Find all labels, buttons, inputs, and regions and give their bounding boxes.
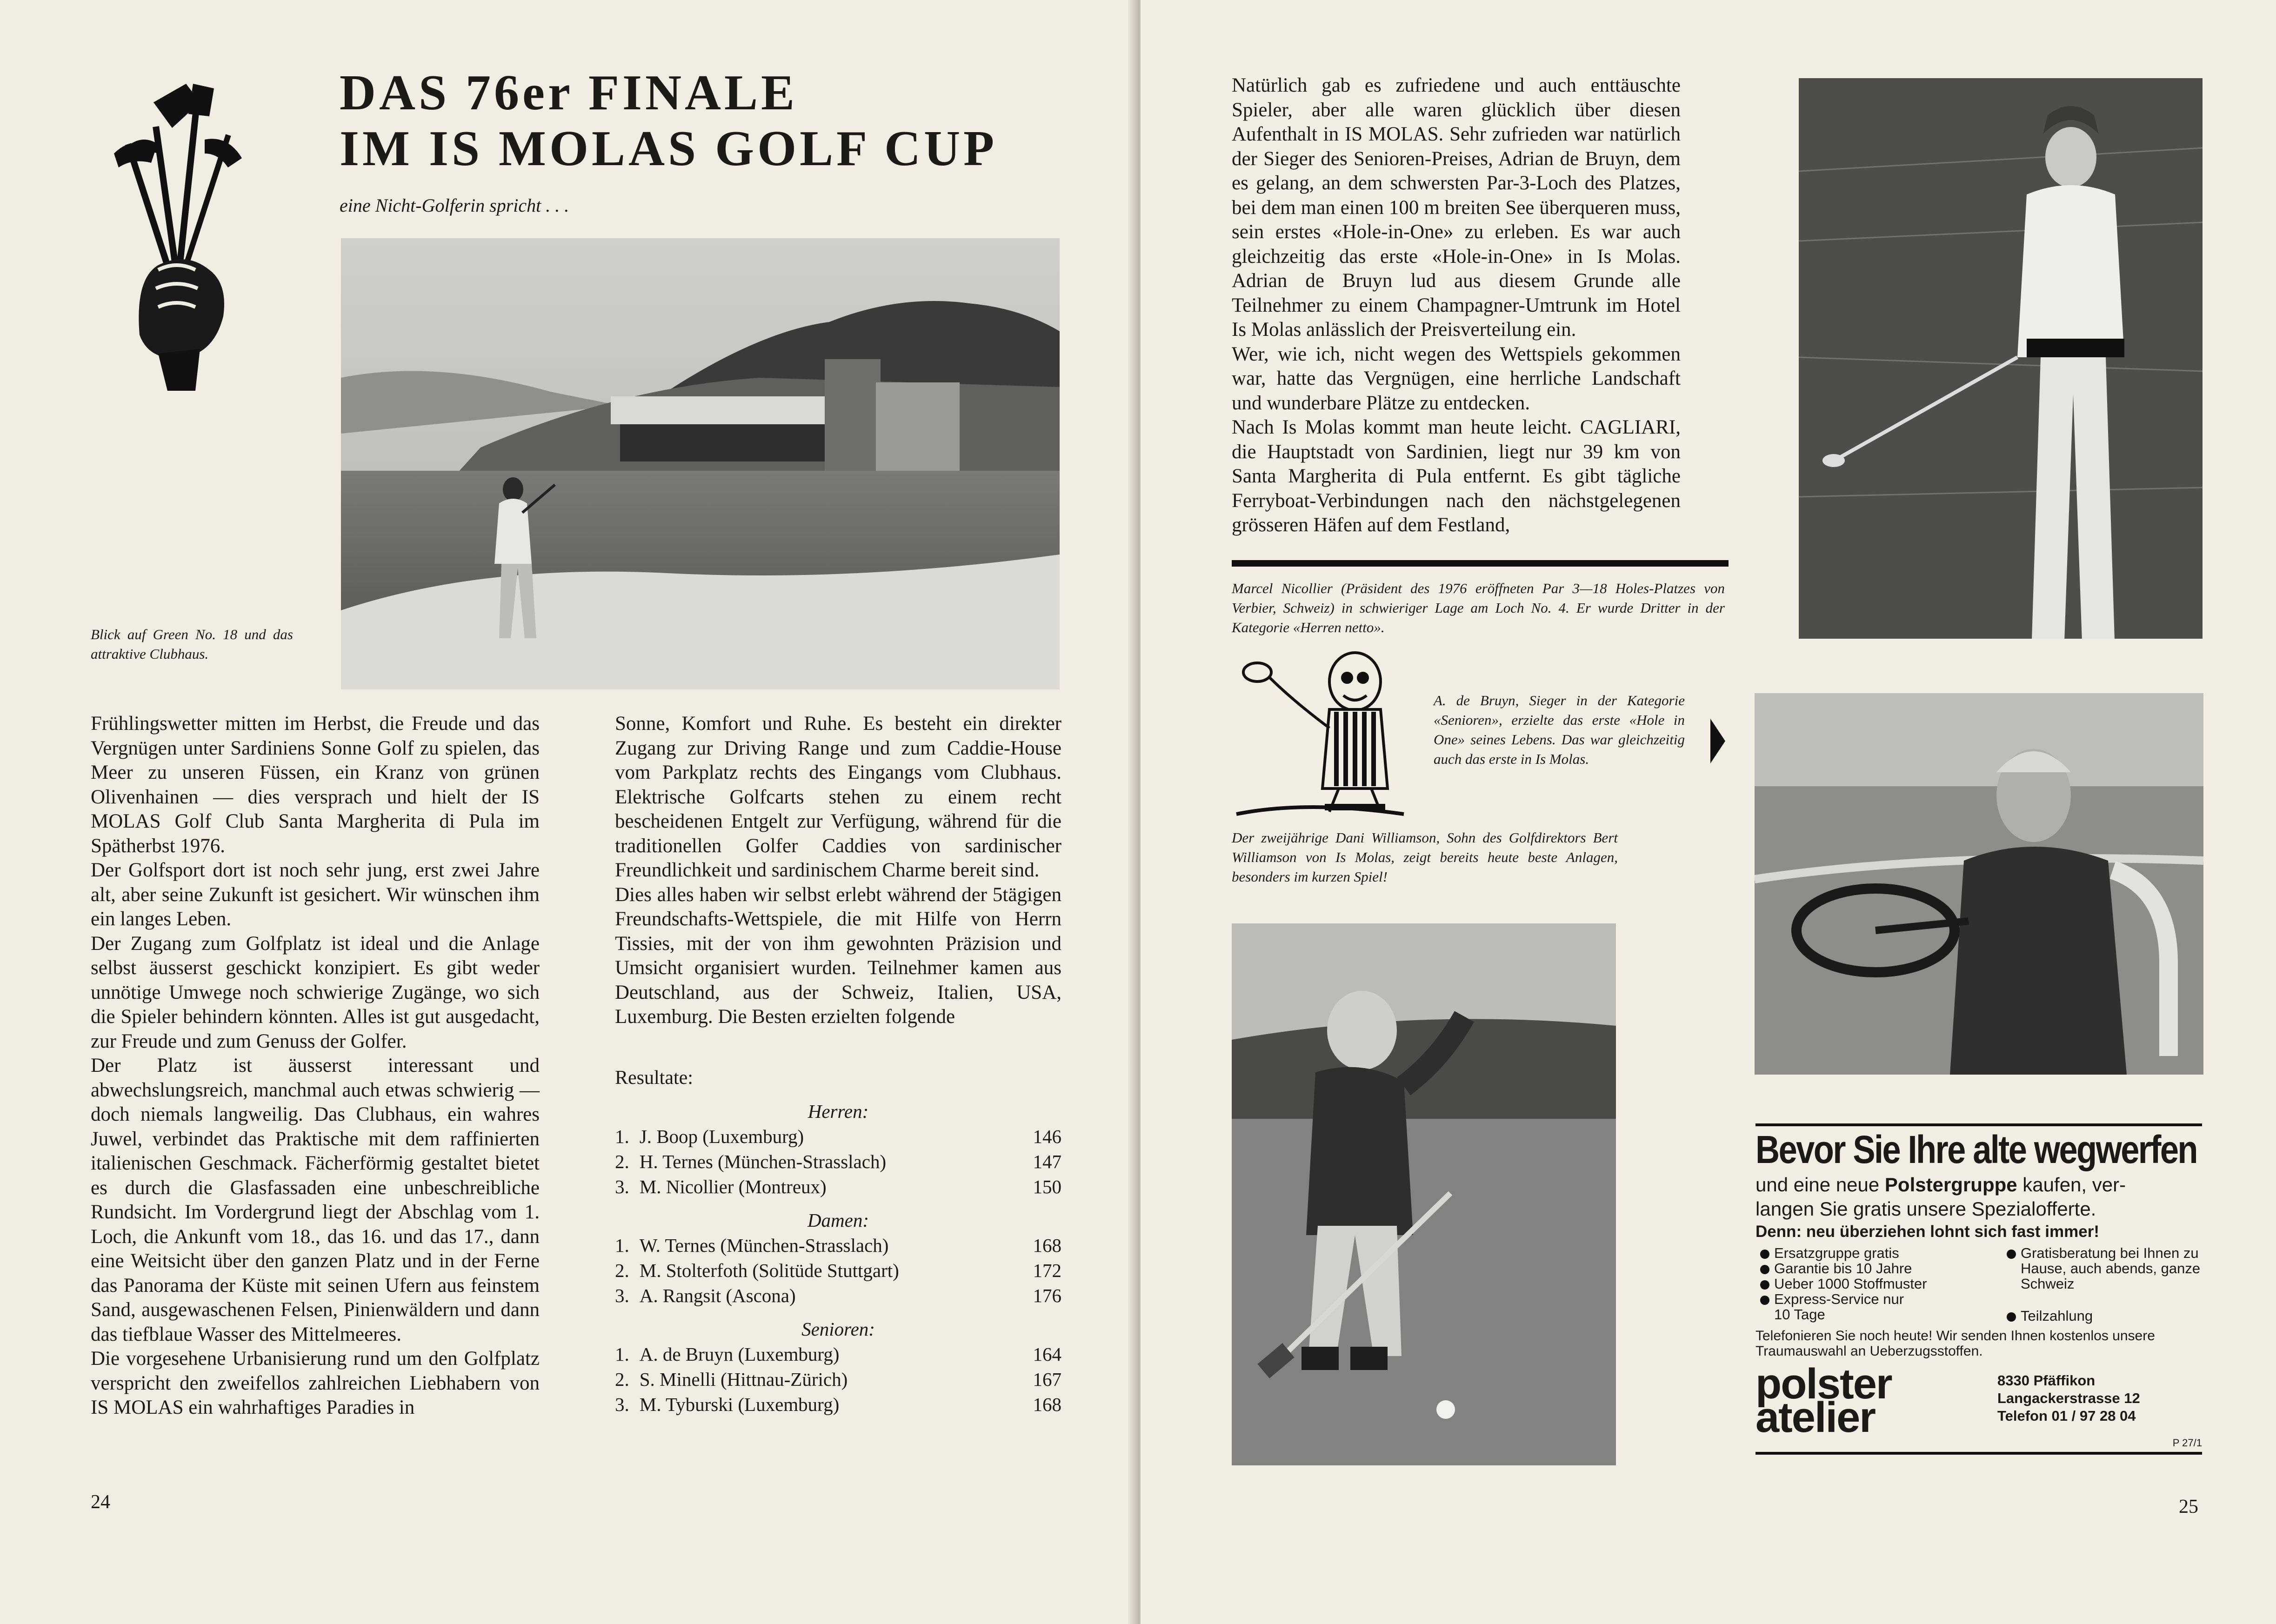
ad-bullets-right [2007,1245,2202,1323]
ad-phone-note: Telefonieren Sie noch heute! Wir senden Ihnen kostenlos unsere Traumauswahl an Ueberzugsstoffen. [1755,1328,2155,1359]
ad-code: P 27/1 [1755,1437,2202,1455]
article-subtitle: eine Nicht-Golferin spricht . . . [340,195,569,216]
address-line: 8330 Pfäffikon [1997,1372,2096,1389]
result-score: 168 [1033,1235,1061,1256]
ad-bullet [2007,1308,2202,1323]
article-column-3 [1232,74,1681,538]
ad-bullet [1760,1291,1993,1322]
ad-bullet-text: Ueber 1000 Stoffmuster [1774,1276,1927,1292]
result-score: 147 [1033,1151,1061,1172]
result-name: W. Ternes (München-Strasslach) [639,1235,889,1256]
bullet-icon [2007,1312,2016,1322]
bullet-icon [2007,1250,2016,1259]
result-name: J. Boop (Luxemburg) [639,1126,804,1147]
result-score: 164 [1033,1343,1061,1365]
ad-bullet-text: Gratisberatung bei Ihnen zu Hause, auch abends, ganze Schweiz [2021,1245,2201,1292]
results-category: Herren: [808,1101,869,1122]
ad-bullet [1760,1245,1993,1261]
results-herren [615,1099,1061,1199]
results-label: Resultate: [615,1067,693,1089]
bullet-icon [1760,1280,1769,1290]
result-rank: 1. [615,1126,629,1147]
paragraph: Sonne, Komfort und Ruhe. Es besteht ein direkter Zugang zur Driving Range und zum Caddie-House vom Parkplatz rechts des Eingangs vom Clubhaus. Elektrische Golfcarts stehen zu einem recht bescheidenen Entgelt zur Verfügung, während für die traditionellen Golfer Caddies von sardinischer Freundlichkeit und sardinischem Charme bereit sind. [615,713,1061,881]
paragraph: Frühlingswetter mitten im Herbst, die Freude und das Vergnügen unter Sardiniens Sonne Golf zu spielen, das Meer zu unseren Füssen, ein Kranz von grünen Olivenhainen — dies versprach und hielt der IS MOLAS Golf Club Santa Margherita di Pula im Spätherbst 1976. [91,713,540,857]
result-rank: 3. [615,1394,629,1415]
result-name: S. Minelli (Hittnau-Zürich) [639,1369,848,1390]
paragraph: Nach Is Molas kommt man heute leicht. CAGLIARI, die Hauptstadt von Sardinien, liegt nur 39 km von Santa Margherita di Pula entfernt. Es gibt tägliche Ferryboat-Verbindungen nach den nächstgelegenen grösseren Häfen auf dem Festland, [1232,416,1681,536]
title-line-1: DAS 76er FINALE [340,65,798,120]
ad-address [1997,1372,2140,1425]
child-golfer-photo [1232,923,1616,1465]
result-rank: 2. [615,1151,629,1172]
results-senioren [615,1317,1061,1417]
result-row [615,1233,1061,1258]
page-number-left: 24 [91,1491,110,1513]
golf-clubs-hand-icon [88,74,256,391]
results-category: Senioren: [801,1318,875,1340]
result-row [615,1392,1061,1417]
result-name: A. Rangsit (Ascona) [639,1285,796,1306]
result-row [615,1149,1061,1174]
ad-bullet [1760,1261,1993,1276]
result-score: 146 [1033,1126,1061,1147]
left-page [0,0,1135,1624]
polster-ad [1755,1123,2202,1455]
result-rank: 2. [615,1260,629,1281]
article-column-2 [615,712,1061,1029]
ad-text-bold: Polstergruppe [1884,1174,2017,1196]
paragraph: Der Zugang zum Golfplatz ist ideal und die Anlage selbst äusserst geschickt konzipiert. Es gibt weder unnötige Umwege noch schwierige Zugänge, wo sich die Spieler behindern könnten. Alles ist gut ausgedacht, zur Freude und zum Genuss der Golfer. [91,932,540,1052]
results-damen [615,1208,1061,1308]
result-name: M. Nicollier (Montreux) [639,1176,827,1197]
ad-text: kaufen, ver- [2017,1174,2126,1196]
article-column-1 [91,712,540,1420]
ad-bullet-text: Express-Service nur 10 Tage [1774,1291,1904,1323]
result-rank: 1. [615,1343,629,1365]
ad-bullet-text: Ersatzgruppe gratis [1774,1245,1899,1261]
ad-line-3: Denn: neu überziehen lohnt sich fast immer! [1755,1223,2099,1241]
result-name: A. de Bruyn (Luxemburg) [639,1343,840,1365]
ad-text: und eine neue [1755,1174,1885,1196]
result-score: 167 [1033,1369,1061,1390]
result-row [615,1124,1061,1149]
paragraph: Wer, wie ich, nicht wegen des Wettspiels gekommen war, hatte das Vergnügen, eine herrliche Landschaft und wunderbare Plätze zu entdecken. [1232,343,1681,414]
ad-bullets-left [1755,1245,1993,1323]
title-line-2: IM IS MOLAS GOLF CUP [340,121,998,176]
address-line: Langackerstrasse 12 [1997,1390,2140,1406]
result-score: 168 [1033,1394,1061,1415]
address-line: Telefon 01 / 97 28 04 [1997,1408,2136,1424]
paragraph: Natürlich gab es zufriedene und auch enttäuschte Spieler, aber alle waren glücklich über diesen Aufenthalt in IS MOLAS. Sehr zufrieden war natürlich der Sieger des Senioren-Preises, Adrian de Bruyn, dem es gelang, an dem schwersten Par-3-Loch des Platzes, bei dem man einen 100 m breiten See überqueren muss, sein erstes «Hole-in-One» zu erleben. Es war auch gleichzeitig das erste «Hole-in-One» in Is Molas. Adrian de Bruyn lud aus diesem Grunde alle Teilnehmer zu einem Champagner-Umtrunk im Hotel Is Molas anlässlich der Preisverteilung ein. [1232,74,1681,341]
arrow-right-icon [1710,719,1725,763]
bullet-icon [1760,1250,1769,1259]
result-score: 172 [1033,1260,1061,1281]
dani-caption: Der zweijährige Dani Williamson, Sohn des Golfdirektors Bert Williamson von Is Molas, zeigt bereits heute beste Anlagen, besonders im kurzen Spiel! [1232,829,1618,885]
ad-line-1 [1755,1173,2202,1197]
result-name: M. Tyburski (Luxemburg) [639,1394,840,1415]
article-title [340,65,997,177]
cartoon-golfer-icon [1232,649,1408,821]
paragraph: Der Platz ist äusserst interessant und abwechslungsreich, manchmal auch etwas schwierig — doch niemals langweilig. Das Clubhaus, ein wahres Juwel, verbindet das Praktische mit dem raffinierten italienischen Geschmack. Fächerförmig gestaltet bietet es durch die Glasfassaden eine unbeschreibliche Rundsicht. Im Vordergrund liegt der Abschlag vom 1. Loch, die Ankunft vom 18., das 16. und das 17., dann eine Weitsicht über den ganzen Platz und in der Ferne das Panorama der Küste mit seinen Ufern aus feinstem Sand, ausgewaschenen Felsen, Pinienwäldern und dann das tiefblaue Wasser des Mittelmeeres. [91,1055,540,1345]
paragraph: Dies alles haben wir selbst erlebt während der 5tägigen Freundschafts-Wettspiele, die mit Hilfe von Herrn Tissies, mit der von ihm gewohnten Präzision und Umsicht organisiert wurden. Teilnehmer kamen aus Deutschland, aus der Schweiz, Italien, USA, Luxemburg. Die Besten erzielten folgende [615,883,1061,1028]
result-row [615,1342,1061,1367]
bruyn-caption: A. de Bruyn, Sieger in der Kategorie «Senioren», erzielte das erste «Hole in One» seines Lebens. Das war gleichzeitig auch das erste in Is Molas. [1434,692,1685,767]
polster-atelier-logo [1755,1360,1988,1441]
results-category: Damen: [807,1210,869,1231]
ad-headline: Bevor Sie Ihre alte wegwerfen [1755,1128,2197,1171]
paragraph: Der Golfsport dort ist noch sehr jung, erst zwei Jahre alt, aber seine Zukunft ist gesichert. Wir wünschen ihm ein langes Leben. [91,859,540,930]
clubhouse-photo-caption: Blick auf Green No. 18 und das attraktive Clubhaus. [91,626,293,662]
result-row [615,1283,1061,1308]
ad-footer [1755,1360,2202,1441]
result-rank: 2. [615,1369,629,1390]
result-rank: 1. [615,1235,629,1256]
ad-line-2: langen Sie gratis unsere Spezialofferte. [1755,1198,2096,1220]
result-row [615,1367,1061,1392]
result-rank: 3. [615,1285,629,1306]
result-score: 176 [1033,1285,1061,1306]
results-block [615,1065,1061,1417]
nicollier-caption: Marcel Nicollier (Präsident des 1976 eröffneten Par 3—18 Holes-Platzes von Verbier, Schweiz) in schwieriger Lage am Loch No. 4. Er wurde Dritter in der Kategorie «Herren netto». [1232,580,1725,635]
ad-bullet [2007,1245,2202,1291]
caption-divider [1232,560,1729,567]
bullet-icon [1760,1296,1769,1305]
bullet-icon [1760,1265,1769,1274]
clubhouse-photo [341,238,1060,689]
result-row [615,1174,1061,1199]
result-name: H. Ternes (München-Strasslach) [639,1151,887,1172]
ad-bullet-text: Garantie bis 10 Jahre [1774,1260,1912,1276]
paragraph: Die vorgesehene Urbanisierung rund um den Golfplatz verspricht den zweifellos zahlreichen Liebhabern von IS MOLAS ein wahrhaftiges Paradies in [91,1348,540,1418]
ad-bullet [1760,1276,1993,1291]
result-score: 150 [1033,1176,1061,1197]
ad-bullets [1755,1245,2202,1323]
logo-line: polster [1755,1360,1892,1408]
right-page [1141,0,2276,1624]
result-row [615,1258,1061,1283]
ad-bullet-text: Teilzahlung [2021,1308,2093,1324]
de-bruyn-photo [1755,693,2203,1075]
page-number-right: 25 [2179,1496,2198,1517]
result-rank: 3. [615,1176,629,1197]
result-name: M. Stolterfoth (Solitüde Stuttgart) [639,1260,899,1281]
nicollier-photo [1799,78,2203,639]
logo-line: atelier [1755,1394,1876,1441]
